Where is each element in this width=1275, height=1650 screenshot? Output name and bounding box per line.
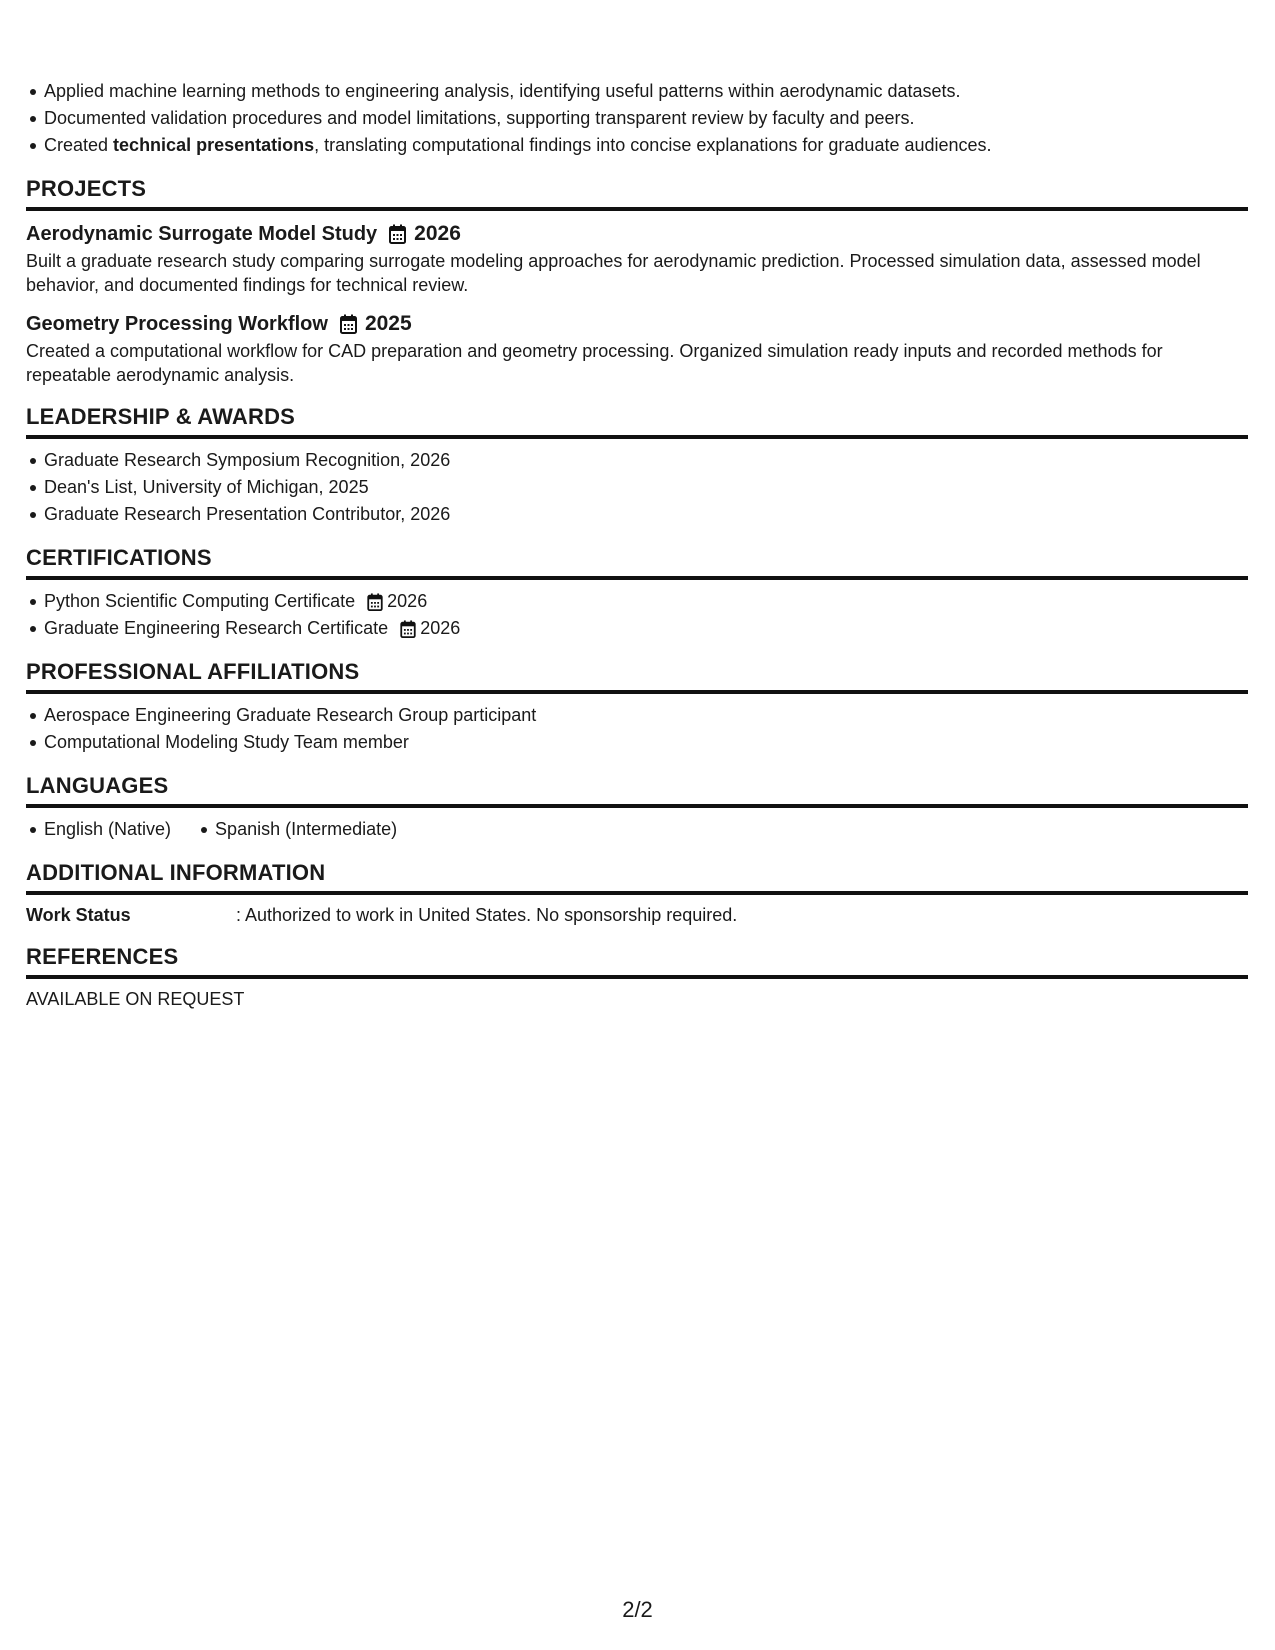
certification-item xyxy=(44,588,1248,615)
project-year: 2026 xyxy=(414,222,461,245)
certification-name: Python Scientific Computing Certificate xyxy=(44,591,356,611)
experience-bullet xyxy=(44,78,1248,105)
project-item xyxy=(26,309,1248,387)
work-status-label: Work Status xyxy=(26,905,131,925)
language-item: English (Native) xyxy=(44,816,171,843)
certification-year: 2026 xyxy=(420,618,461,638)
calendar-icon xyxy=(367,593,383,611)
section-title-references: REFERENCES xyxy=(26,944,1248,979)
award-item: Graduate Research Presentation Contributor, 2026 xyxy=(44,501,1248,528)
certifications-list xyxy=(26,588,1248,642)
experience-bullet xyxy=(44,132,1248,159)
experience-bullets xyxy=(26,78,1248,159)
resume-page-2 xyxy=(26,78,1248,1011)
awards-list xyxy=(26,447,1248,528)
affiliations-section xyxy=(26,659,1248,756)
language-item: Spanish (Intermediate) xyxy=(215,816,397,843)
bullet-text: Created xyxy=(44,135,114,155)
calendar-icon xyxy=(389,224,406,244)
affiliations-list xyxy=(26,702,1248,756)
projects-section xyxy=(26,176,1248,387)
leadership-section xyxy=(26,404,1248,528)
section-title-additional: ADDITIONAL INFORMATION xyxy=(26,860,1248,895)
affiliation-item: Computational Modeling Study Team member xyxy=(44,729,1248,756)
project-header xyxy=(26,309,1248,339)
certification-item xyxy=(44,615,1248,642)
project-year: 2025 xyxy=(364,312,412,335)
certifications-section xyxy=(26,545,1248,642)
section-title-languages: LANGUAGES xyxy=(26,773,1248,808)
additional-info-section xyxy=(26,860,1248,927)
calendar-icon xyxy=(340,314,357,334)
references-section xyxy=(26,944,1248,1011)
calendar-icon xyxy=(400,620,416,638)
award-item: Dean's List, University of Michigan, 2025 xyxy=(44,474,1248,501)
bullet-text: Documented validation procedures and model limitations, supporting transparent review by faculty and peers. xyxy=(44,108,915,128)
languages-section xyxy=(26,773,1248,843)
bullet-text: Applied machine learning methods to engineering analysis, identifying useful patterns within aerodynamic datasets. xyxy=(44,81,961,101)
work-status-row xyxy=(26,903,1248,927)
bullet-bold-text: technical presentations xyxy=(113,135,315,155)
project-description: Built a graduate research study comparing surrogate modeling approaches for aerodynamic prediction. Processed simulation data, assessed model behavior, and documented findings for technical review. xyxy=(26,251,1201,295)
bullet-text: , translating computational findings into concise explanations for graduate audiences. xyxy=(314,135,992,155)
work-status-value: : Authorized to work in United States. No sponsorship required. xyxy=(236,905,738,925)
project-description: Created a computational workflow for CAD preparation and geometry processing. Organized simulation ready inputs and recorded methods for repeatable aerodynamic analysis. xyxy=(26,341,1163,385)
project-header xyxy=(26,219,1248,249)
languages-list xyxy=(26,816,1248,843)
award-item: Graduate Research Symposium Recognition, 2026 xyxy=(44,447,1248,474)
project-name: Geometry Processing Workflow xyxy=(26,313,328,335)
references-text: AVAILABLE ON REQUEST xyxy=(26,989,245,1009)
section-title-affiliations: PROFESSIONAL AFFILIATIONS xyxy=(26,659,1248,694)
page-number: 2/2 xyxy=(622,1597,653,1622)
project-item xyxy=(26,219,1248,297)
certification-year: 2026 xyxy=(387,591,428,611)
certification-name: Graduate Engineering Research Certificate xyxy=(44,618,389,638)
experience-bullet xyxy=(44,105,1248,132)
section-title-leadership: LEADERSHIP & AWARDS xyxy=(26,404,1248,439)
project-name: Aerodynamic Surrogate Model Study xyxy=(26,223,378,245)
section-title-certifications: CERTIFICATIONS xyxy=(26,545,1248,580)
section-title-projects: PROJECTS xyxy=(26,176,1248,211)
affiliation-item: Aerospace Engineering Graduate Research Group participant xyxy=(44,702,1248,729)
